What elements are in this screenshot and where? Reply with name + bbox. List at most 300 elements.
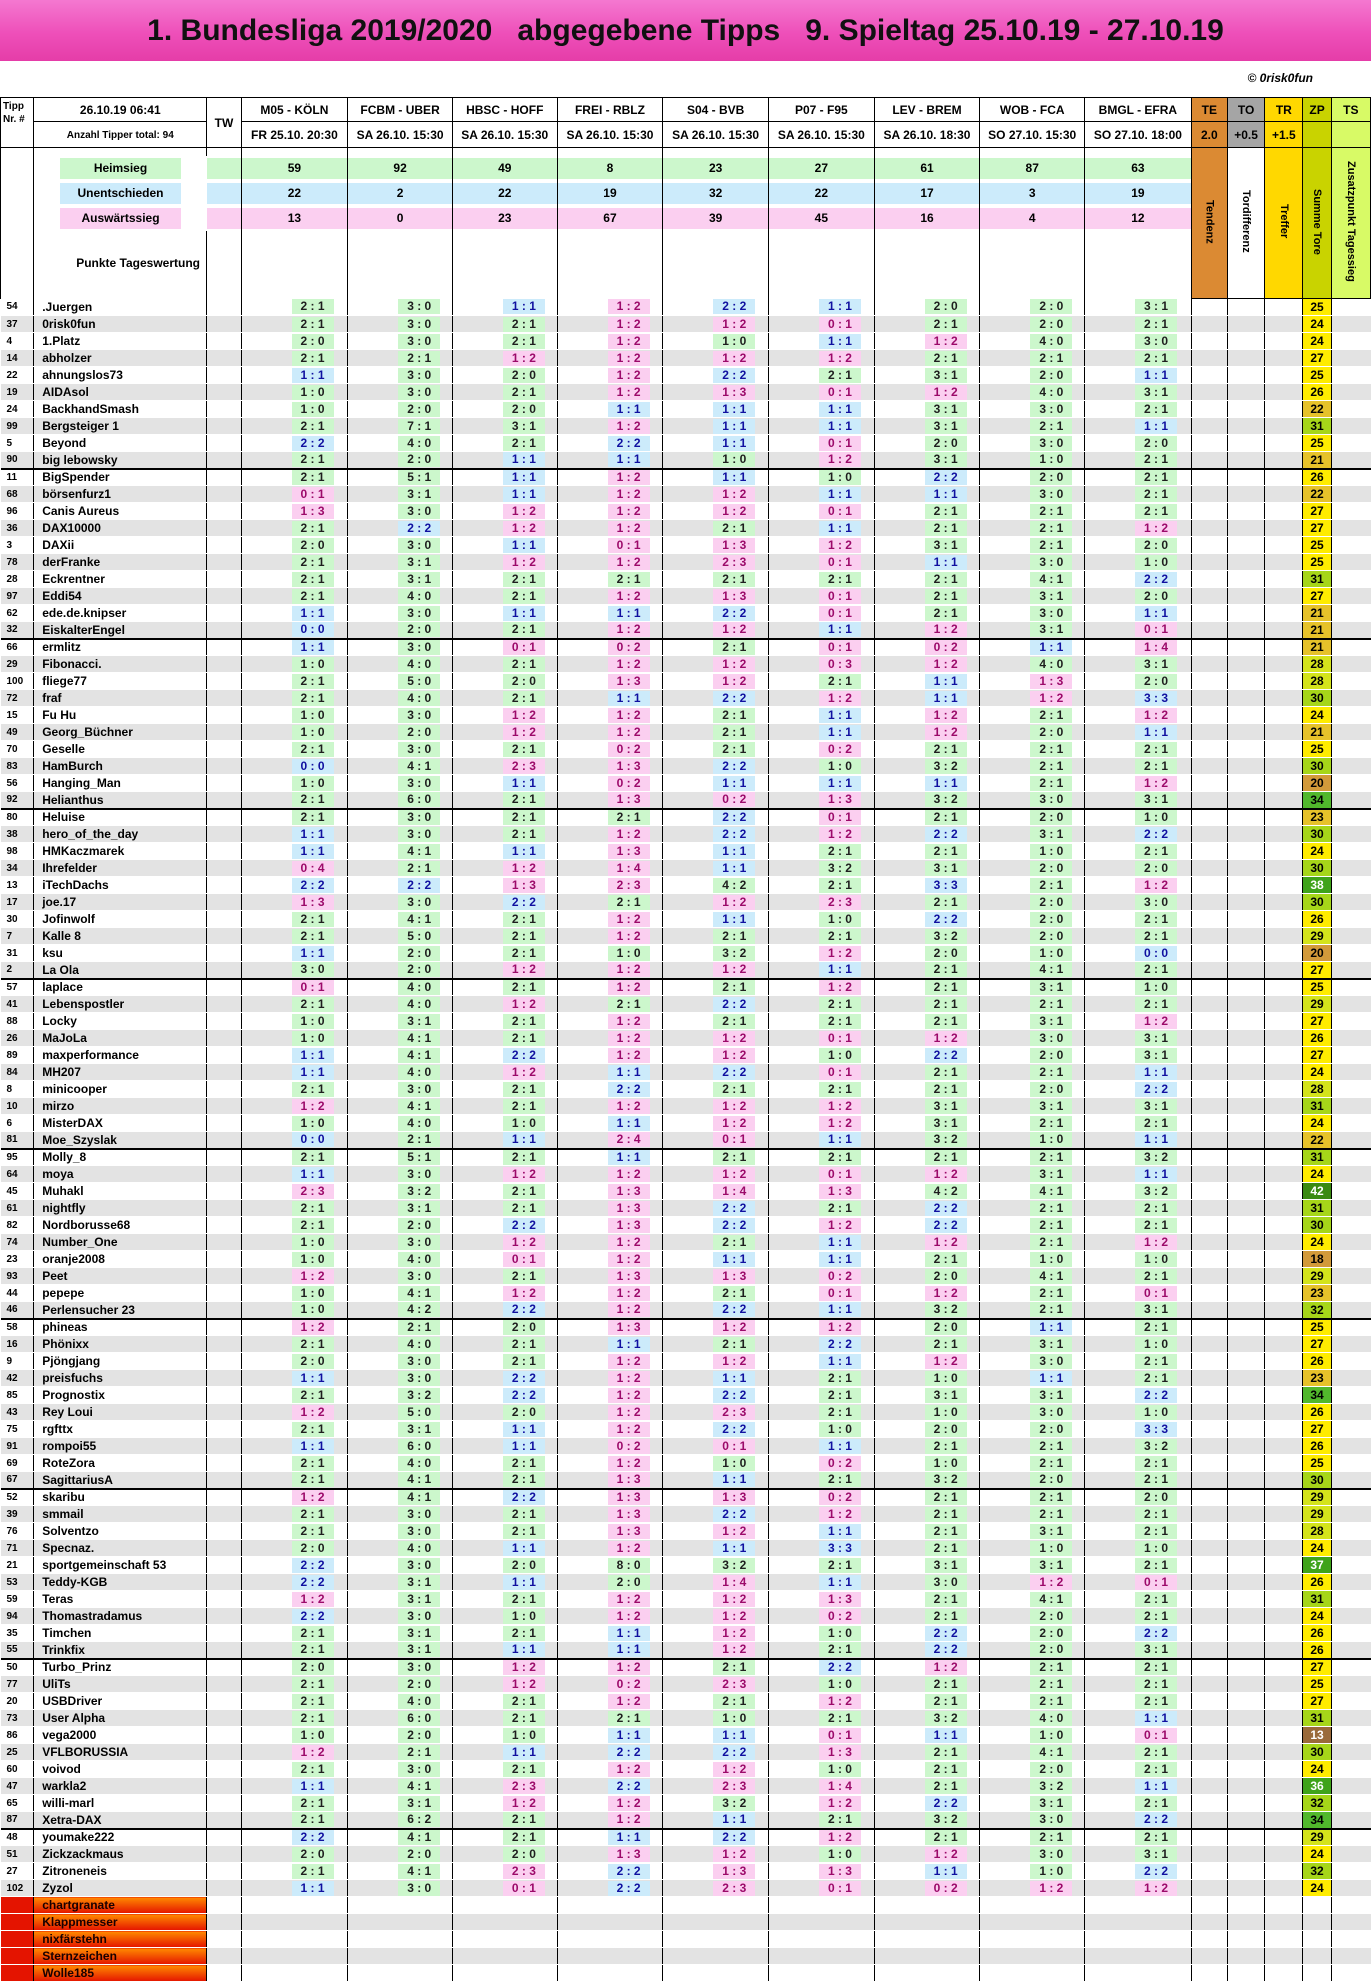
tip-score: 3 : 2 bbox=[819, 861, 861, 876]
tip-score: 2 : 1 bbox=[1135, 1472, 1177, 1487]
tip-score: 2 : 1 bbox=[713, 640, 755, 655]
tipp-number: 44 bbox=[1, 1285, 34, 1302]
tip-score: 2 : 0 bbox=[1030, 912, 1072, 927]
tip-score: 1 : 3 bbox=[292, 504, 334, 519]
tip-score: 2 : 1 bbox=[292, 317, 334, 332]
tip-score: 2 : 1 bbox=[1135, 1354, 1177, 1369]
tipp-number: 80 bbox=[1, 809, 34, 826]
table-row bbox=[1, 418, 1371, 435]
tip-score: 2 : 1 bbox=[819, 1371, 861, 1386]
tip-score: 0 : 2 bbox=[608, 1439, 650, 1454]
tip-score: 3 : 1 bbox=[398, 1014, 440, 1029]
tip-score: 4 : 0 bbox=[398, 1541, 440, 1556]
tip-score: 2 : 1 bbox=[503, 1711, 545, 1726]
tipp-number: 54 bbox=[1, 299, 34, 316]
tip-score: 1 : 1 bbox=[608, 1830, 650, 1845]
tip-score: 1 : 2 bbox=[608, 1762, 650, 1777]
tip-score: 2 : 3 bbox=[819, 895, 861, 910]
tipp-number: 102 bbox=[1, 1880, 34, 1897]
tip-score: 4 : 1 bbox=[1030, 1745, 1072, 1760]
tip-score: 2 : 1 bbox=[503, 1830, 545, 1845]
tip-score: 2 : 0 bbox=[292, 1354, 334, 1369]
table-row bbox=[1, 1098, 1371, 1115]
tip-score: 0 : 1 bbox=[819, 317, 861, 332]
player-name: Number_One bbox=[34, 1234, 207, 1251]
tip-score: 1 : 0 bbox=[292, 725, 334, 740]
tip-score: 1 : 1 bbox=[503, 470, 545, 485]
tip-score: 0 : 1 bbox=[608, 538, 650, 553]
stats-value: 22 bbox=[242, 183, 348, 204]
summe-tore-value: 13 bbox=[1303, 1727, 1331, 1744]
tip-score: 2 : 2 bbox=[398, 878, 440, 893]
summe-tore-value: 27 bbox=[1303, 1693, 1331, 1710]
tip-score: 4 : 2 bbox=[398, 1302, 440, 1317]
player-name: skaribu bbox=[34, 1489, 207, 1506]
stats-value: 63 bbox=[1085, 158, 1191, 179]
tip-score: 1 : 2 bbox=[608, 351, 650, 366]
summe-tore-value: 31 bbox=[1303, 1710, 1331, 1727]
tip-score: 3 : 1 bbox=[1030, 1337, 1072, 1352]
tip-score: 2 : 0 bbox=[292, 1660, 334, 1675]
tip-score: 1 : 2 bbox=[608, 962, 650, 977]
player-name: Peet bbox=[34, 1268, 207, 1285]
tip-score: 2 : 1 bbox=[292, 1422, 334, 1437]
tip-score: 1 : 0 bbox=[713, 1456, 755, 1471]
tip-score: 2 : 1 bbox=[1030, 1660, 1072, 1675]
tip-score: 2 : 0 bbox=[398, 1677, 440, 1692]
player-name: Muhakl bbox=[34, 1183, 207, 1200]
tip-score: 2 : 1 bbox=[292, 997, 334, 1012]
table-row bbox=[1, 1472, 1371, 1489]
player-name: BigSpender bbox=[34, 469, 207, 486]
tip-score: 4 : 0 bbox=[398, 1694, 440, 1709]
tip-score: 1 : 0 bbox=[292, 1252, 334, 1267]
tip-score: 2 : 2 bbox=[713, 1507, 755, 1522]
game-6-match: P07 - F95 bbox=[768, 98, 874, 122]
tip-score: 2 : 1 bbox=[608, 895, 650, 910]
tip-score: 2 : 0 bbox=[1030, 1048, 1072, 1063]
tip-score: 1 : 1 bbox=[819, 1354, 861, 1369]
tip-score: 2 : 2 bbox=[503, 1302, 545, 1317]
tipp-number: 2 bbox=[1, 962, 34, 979]
tip-score: 2 : 0 bbox=[503, 1847, 545, 1862]
tip-score: 2 : 1 bbox=[1030, 1286, 1072, 1301]
summe-tore-value: 26 bbox=[1303, 1642, 1331, 1659]
table-row bbox=[1, 1591, 1371, 1608]
tip-score: 6 : 0 bbox=[398, 792, 440, 807]
tip-score: 1 : 2 bbox=[608, 1796, 650, 1811]
tip-score: 2 : 1 bbox=[292, 674, 334, 689]
stats-row bbox=[1, 156, 1371, 181]
tip-score: 2 : 1 bbox=[925, 1507, 967, 1522]
table-row bbox=[1, 945, 1371, 962]
table-row bbox=[1, 503, 1371, 520]
tip-score: 1 : 2 bbox=[819, 1218, 861, 1233]
tip-score: 2 : 1 bbox=[292, 1864, 334, 1879]
summe-tore-value: 24 bbox=[1303, 707, 1331, 724]
summe-tore-value: 42 bbox=[1303, 1183, 1331, 1200]
tip-score: 3 : 0 bbox=[398, 895, 440, 910]
tip-score: 1 : 1 bbox=[819, 1575, 861, 1590]
punkte-label: Punkte Tageswertung bbox=[34, 231, 207, 295]
tip-score: 2 : 1 bbox=[819, 844, 861, 859]
tip-score: 1 : 1 bbox=[608, 1728, 650, 1743]
tip-score: 4 : 0 bbox=[1030, 657, 1072, 672]
tipp-number: 92 bbox=[1, 792, 34, 809]
tip-score: 2 : 1 bbox=[1135, 402, 1177, 417]
tipp-number: 49 bbox=[1, 724, 34, 741]
tip-score: 2 : 3 bbox=[503, 759, 545, 774]
table-row bbox=[1, 673, 1371, 690]
tip-score: 1 : 0 bbox=[819, 1422, 861, 1437]
tip-score: 1 : 1 bbox=[292, 827, 334, 842]
table-row bbox=[1, 1829, 1371, 1846]
game-4-time: SA 26.10. 15:30 bbox=[557, 122, 663, 148]
tip-score: 1 : 2 bbox=[713, 487, 755, 502]
game-9-time: SO 27.10. 18:00 bbox=[1085, 122, 1192, 148]
stats-value: 32 bbox=[663, 183, 768, 204]
table-row bbox=[1, 775, 1371, 792]
tip-score: 2 : 1 bbox=[503, 436, 545, 451]
tip-score: 2 : 1 bbox=[1030, 538, 1072, 553]
tip-score: 3 : 0 bbox=[398, 385, 440, 400]
tip-score: 1 : 2 bbox=[292, 1592, 334, 1607]
stats-value: 67 bbox=[558, 208, 663, 229]
tip-score: 1 : 1 bbox=[819, 402, 861, 417]
tip-score: 2 : 1 bbox=[1030, 521, 1072, 536]
stats-value: 8 bbox=[558, 158, 663, 179]
credit-text: © 0risk0fun bbox=[1247, 71, 1313, 85]
tipp-number: 39 bbox=[1, 1506, 34, 1523]
tip-score: 3 : 1 bbox=[1030, 1014, 1072, 1029]
tipp-number: 86 bbox=[1, 1727, 34, 1744]
tip-score: 1 : 1 bbox=[819, 1132, 861, 1147]
tip-score: 4 : 1 bbox=[398, 1490, 440, 1505]
tipp-number: 3 bbox=[1, 537, 34, 554]
tipp-number: 7 bbox=[1, 928, 34, 945]
player-name: Geselle bbox=[34, 741, 207, 758]
tip-score: 2 : 1 bbox=[503, 385, 545, 400]
tip-score: 3 : 2 bbox=[925, 759, 967, 774]
tip-score: 1 : 1 bbox=[819, 334, 861, 349]
tip-score: 2 : 0 bbox=[1135, 589, 1177, 604]
tip-score: 0 : 1 bbox=[819, 385, 861, 400]
tip-score: 1 : 0 bbox=[819, 1677, 861, 1692]
stats-value: 23 bbox=[453, 208, 557, 229]
tip-score: 3 : 0 bbox=[1030, 436, 1072, 451]
summe-tore-value: 29 bbox=[1303, 1268, 1331, 1285]
table-row bbox=[1, 1132, 1371, 1149]
tip-score: 2 : 0 bbox=[503, 402, 545, 417]
table-row bbox=[1, 1557, 1371, 1574]
summe-tore-value: 27 bbox=[1303, 962, 1331, 979]
tip-score: 1 : 1 bbox=[1030, 1320, 1072, 1335]
tip-score: 1 : 0 bbox=[819, 1847, 861, 1862]
tip-score: 2 : 1 bbox=[1135, 929, 1177, 944]
summe-tore-value: 24 bbox=[1303, 1540, 1331, 1557]
player-name: Phönixx bbox=[34, 1336, 207, 1353]
tip-score: 0 : 2 bbox=[713, 792, 755, 807]
tip-score: 1 : 2 bbox=[503, 997, 545, 1012]
tip-score: 1 : 2 bbox=[608, 725, 650, 740]
player-name: maxperformance bbox=[34, 1047, 207, 1064]
summe-tore-value: 26 bbox=[1303, 469, 1331, 486]
tip-score: 2 : 1 bbox=[1030, 1065, 1072, 1080]
tip-score: 2 : 2 bbox=[713, 759, 755, 774]
tip-score: 2 : 1 bbox=[503, 1694, 545, 1709]
player-name: joe.17 bbox=[34, 894, 207, 911]
tip-score: 2 : 2 bbox=[819, 1337, 861, 1352]
tip-score: 1 : 2 bbox=[713, 1354, 755, 1369]
tip-score: 3 : 1 bbox=[398, 572, 440, 587]
tip-score: 1 : 3 bbox=[608, 1847, 650, 1862]
stats-value: 22 bbox=[769, 183, 874, 204]
tip-score: 1 : 2 bbox=[608, 555, 650, 570]
tipp-number: 6 bbox=[1, 1115, 34, 1132]
tipp-number: 67 bbox=[1, 1472, 34, 1489]
player-name: börsenfurz1 bbox=[34, 486, 207, 503]
tip-score: 3 : 0 bbox=[398, 742, 440, 757]
tip-score: 2 : 1 bbox=[1135, 487, 1177, 502]
tip-score: 2 : 1 bbox=[292, 1677, 334, 1692]
tip-score: 1 : 0 bbox=[292, 708, 334, 723]
tip-score: 2 : 1 bbox=[925, 1779, 967, 1794]
tip-score: 4 : 0 bbox=[1030, 1711, 1072, 1726]
tipps-table bbox=[0, 97, 1371, 1984]
tip-score: 2 : 1 bbox=[398, 351, 440, 366]
tip-score: 3 : 0 bbox=[398, 317, 440, 332]
tip-score: 1 : 0 bbox=[292, 1116, 334, 1131]
tipp-number: 59 bbox=[1, 1591, 34, 1608]
tip-score: 2 : 2 bbox=[925, 912, 967, 927]
summe-tore-value: 20 bbox=[1303, 945, 1331, 962]
summe-tore-value: 24 bbox=[1303, 1115, 1331, 1132]
tip-score: 1 : 3 bbox=[608, 759, 650, 774]
tip-score: 1 : 0 bbox=[819, 759, 861, 774]
tipp-number: 87 bbox=[1, 1812, 34, 1829]
game-8-match: WOB - FCA bbox=[980, 98, 1085, 122]
player-name: ermlitz bbox=[34, 639, 207, 656]
table-row bbox=[1, 1302, 1371, 1319]
tip-score: 1 : 3 bbox=[608, 1472, 650, 1487]
tipp-number: 99 bbox=[1, 418, 34, 435]
tip-score: 3 : 0 bbox=[398, 1354, 440, 1369]
tip-score: 1 : 2 bbox=[608, 980, 650, 995]
tip-score: 2 : 1 bbox=[1135, 452, 1177, 467]
tip-score: 1 : 1 bbox=[1135, 419, 1177, 434]
tip-score: 2 : 1 bbox=[1135, 1830, 1177, 1845]
player-name: ede.de.knipser bbox=[34, 605, 207, 622]
tip-score: 2 : 1 bbox=[819, 878, 861, 893]
tip-score: 3 : 1 bbox=[1135, 1048, 1177, 1063]
game-2-match: FCBM - UBER bbox=[348, 98, 453, 122]
tip-score: 1 : 1 bbox=[292, 844, 334, 859]
table-row bbox=[1, 1744, 1371, 1761]
tip-score: 2 : 1 bbox=[1135, 1524, 1177, 1539]
tip-score: 1 : 2 bbox=[608, 317, 650, 332]
table-row bbox=[1, 792, 1371, 809]
summe-tore-value: 27 bbox=[1303, 1421, 1331, 1438]
tip-score: 3 : 0 bbox=[398, 776, 440, 791]
tip-score: 4 : 0 bbox=[398, 997, 440, 1012]
tip-score: 2 : 0 bbox=[1030, 1082, 1072, 1097]
tip-score: 3 : 1 bbox=[925, 368, 967, 383]
tip-score: 2 : 1 bbox=[925, 1490, 967, 1505]
tip-score: 1 : 4 bbox=[1135, 640, 1177, 655]
player-name: preisfuchs bbox=[34, 1370, 207, 1387]
missing-player-name: nixfärstehn bbox=[34, 1931, 207, 1948]
tip-score: 1 : 2 bbox=[819, 691, 861, 706]
tip-score: 1 : 4 bbox=[713, 1575, 755, 1590]
tip-score: 2 : 2 bbox=[608, 1779, 650, 1794]
tip-score: 2 : 1 bbox=[292, 742, 334, 757]
summe-tore-value: 24 bbox=[1303, 316, 1331, 333]
table-row bbox=[1, 741, 1371, 758]
tipp-number: 55 bbox=[1, 1642, 34, 1659]
tip-score: 1 : 1 bbox=[713, 1472, 755, 1487]
missing-row bbox=[1, 1897, 1371, 1914]
tip-score: 1 : 3 bbox=[713, 1490, 755, 1505]
tip-score: 0 : 2 bbox=[819, 1269, 861, 1284]
tip-score: 2 : 1 bbox=[1030, 1116, 1072, 1131]
table-row bbox=[1, 571, 1371, 588]
tip-score: 2 : 1 bbox=[819, 1150, 861, 1165]
player-name: Rey Loui bbox=[34, 1404, 207, 1421]
tip-score: 1 : 2 bbox=[713, 1099, 755, 1114]
tip-score: 1 : 2 bbox=[503, 1167, 545, 1182]
tip-score: 3 : 3 bbox=[819, 1541, 861, 1556]
tip-score: 0 : 0 bbox=[292, 622, 334, 637]
player-name: Fu Hu bbox=[34, 707, 207, 724]
tip-score: 2 : 0 bbox=[925, 1269, 967, 1284]
tip-score: 2 : 1 bbox=[503, 1354, 545, 1369]
tip-score: 2 : 1 bbox=[1030, 1150, 1072, 1165]
tip-score: 3 : 2 bbox=[713, 946, 755, 961]
tip-score: 2 : 1 bbox=[503, 1269, 545, 1284]
tip-score: 2 : 1 bbox=[819, 1405, 861, 1420]
table-row bbox=[1, 1608, 1371, 1625]
tip-score: 2 : 1 bbox=[292, 1150, 334, 1165]
tip-score: 1 : 1 bbox=[713, 470, 755, 485]
tip-score: 2 : 1 bbox=[1135, 1796, 1177, 1811]
tip-score: 1 : 2 bbox=[819, 827, 861, 842]
tip-score: 0 : 1 bbox=[819, 1881, 861, 1896]
tip-score: 2 : 0 bbox=[1135, 436, 1177, 451]
tip-score: 2 : 3 bbox=[292, 1184, 334, 1199]
tip-score: 2 : 1 bbox=[1135, 317, 1177, 332]
table-row bbox=[1, 520, 1371, 537]
tip-score: 3 : 0 bbox=[398, 1609, 440, 1624]
table-row bbox=[1, 860, 1371, 877]
tip-score: 1 : 0 bbox=[292, 1286, 334, 1301]
player-name: big lebowsky bbox=[34, 452, 207, 469]
table-row bbox=[1, 979, 1371, 996]
missing-player-name: Wolle185 bbox=[34, 1965, 207, 1982]
tip-score: 0 : 1 bbox=[819, 436, 861, 451]
tip-score: 1 : 2 bbox=[608, 1031, 650, 1046]
tip-score: 2 : 1 bbox=[1135, 1269, 1177, 1284]
tip-score: 3 : 1 bbox=[1135, 1302, 1177, 1317]
tip-score: 1 : 2 bbox=[713, 351, 755, 366]
table-row bbox=[1, 1523, 1371, 1540]
tip-score: 1 : 0 bbox=[819, 1048, 861, 1063]
tip-score: 1 : 1 bbox=[292, 1779, 334, 1794]
tip-score: 1 : 2 bbox=[713, 1167, 755, 1182]
tip-score: 3 : 1 bbox=[398, 1592, 440, 1607]
summe-tore-value: 29 bbox=[1303, 928, 1331, 945]
tip-score: 1 : 1 bbox=[608, 1150, 650, 1165]
tip-score: 1 : 1 bbox=[503, 844, 545, 859]
tip-score: 0 : 2 bbox=[819, 1456, 861, 1471]
tip-score: 1 : 2 bbox=[503, 351, 545, 366]
tip-score: 2 : 0 bbox=[398, 946, 440, 961]
player-name: DAX10000 bbox=[34, 520, 207, 537]
game-6-time: SA 26.10. 15:30 bbox=[768, 122, 874, 148]
player-name: Locky bbox=[34, 1013, 207, 1030]
tipp-number: 74 bbox=[1, 1234, 34, 1251]
stats-label bbox=[34, 181, 207, 206]
tip-score: 0 : 2 bbox=[608, 776, 650, 791]
tip-score: 2 : 1 bbox=[1030, 878, 1072, 893]
tip-score: 1 : 1 bbox=[713, 861, 755, 876]
tip-score: 2 : 1 bbox=[925, 1150, 967, 1165]
tip-score: 1 : 2 bbox=[608, 385, 650, 400]
tip-score: 3 : 1 bbox=[925, 1099, 967, 1114]
tip-score: 1 : 2 bbox=[925, 1660, 967, 1675]
tip-score: 2 : 1 bbox=[503, 1812, 545, 1827]
tip-score: 2 : 2 bbox=[292, 878, 334, 893]
summe-tore-value: 34 bbox=[1303, 792, 1331, 809]
tip-score: 2 : 2 bbox=[1135, 1082, 1177, 1097]
tip-score: 2 : 1 bbox=[292, 419, 334, 434]
tip-score: 1 : 2 bbox=[713, 674, 755, 689]
stats-value: 3 bbox=[980, 183, 1084, 204]
tip-score: 2 : 1 bbox=[1135, 1371, 1177, 1386]
tip-score: 2 : 3 bbox=[713, 1779, 755, 1794]
tip-score: 1 : 2 bbox=[608, 1099, 650, 1114]
tip-score: 2 : 1 bbox=[608, 572, 650, 587]
tipp-nr-header: Tipp Nr. # bbox=[1, 98, 34, 148]
tip-score: 2 : 1 bbox=[713, 572, 755, 587]
tipp-number: 62 bbox=[1, 605, 34, 622]
tip-score: 4 : 0 bbox=[398, 1456, 440, 1471]
tip-score: 2 : 1 bbox=[713, 1660, 755, 1675]
tip-score: 1 : 0 bbox=[292, 1014, 334, 1029]
tip-score: 2 : 0 bbox=[925, 436, 967, 451]
player-name: oranje2008 bbox=[34, 1251, 207, 1268]
tip-score: 2 : 0 bbox=[503, 1320, 545, 1335]
tip-score: 2 : 2 bbox=[503, 895, 545, 910]
tip-score: 3 : 0 bbox=[398, 810, 440, 825]
tip-score: 3 : 0 bbox=[1030, 487, 1072, 502]
tip-score: 2 : 0 bbox=[292, 1847, 334, 1862]
table-row bbox=[1, 333, 1371, 350]
tip-score: 2 : 1 bbox=[503, 1762, 545, 1777]
tip-score: 1 : 1 bbox=[925, 555, 967, 570]
tip-score: 1 : 1 bbox=[819, 622, 861, 637]
player-name: rgfttx bbox=[34, 1421, 207, 1438]
tip-score: 1 : 2 bbox=[713, 1116, 755, 1131]
tip-score: 4 : 0 bbox=[398, 657, 440, 672]
table-row bbox=[1, 1574, 1371, 1591]
tip-score: 1 : 1 bbox=[1135, 1132, 1177, 1147]
player-name: Thomastradamus bbox=[34, 1608, 207, 1625]
tip-score: 2 : 1 bbox=[503, 317, 545, 332]
tip-score: 3 : 1 bbox=[1030, 1558, 1072, 1573]
tipp-number: 89 bbox=[1, 1047, 34, 1064]
tip-score: 1 : 0 bbox=[503, 1609, 545, 1624]
tip-score: 1 : 2 bbox=[608, 1371, 650, 1386]
